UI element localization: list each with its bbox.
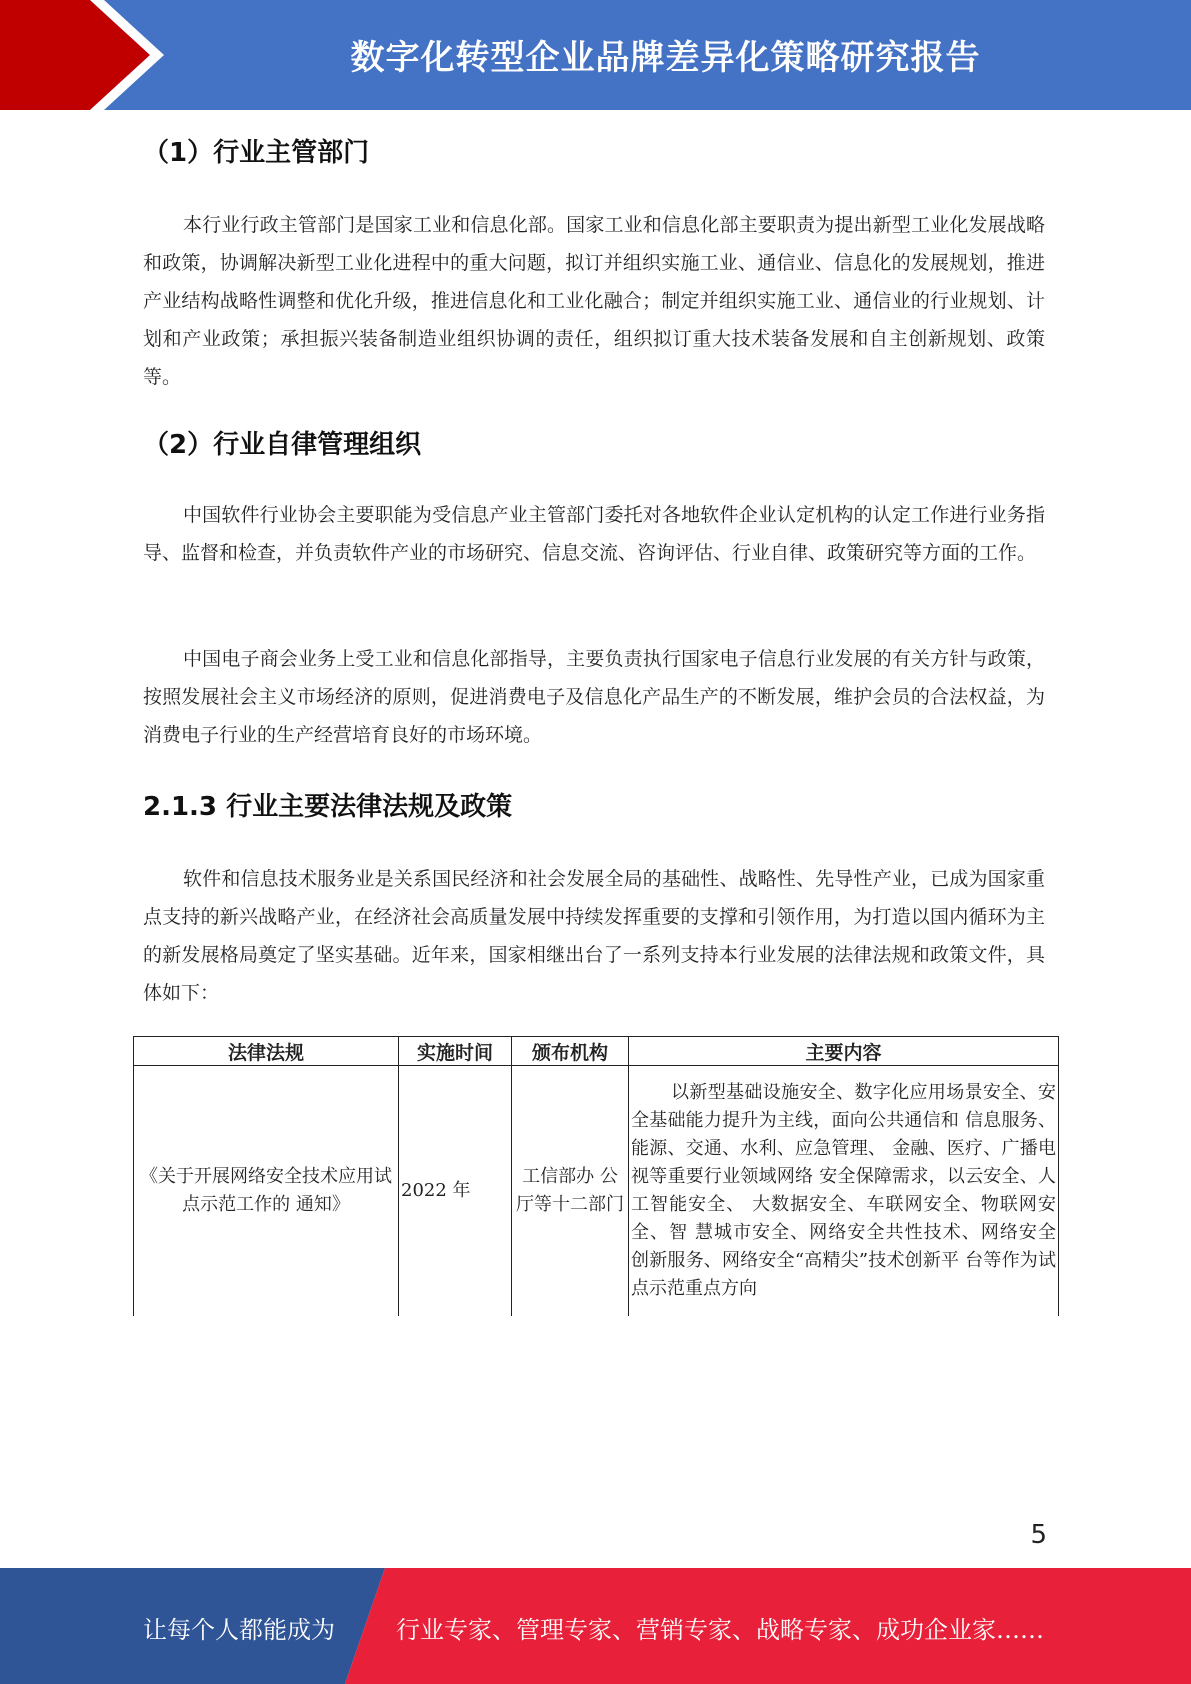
laws-table: [133, 1036, 1059, 1316]
col-header-org: 颁布机构: [512, 1037, 629, 1066]
col-header-time: 实施时间: [399, 1037, 512, 1066]
table-header-row: [134, 1037, 1059, 1066]
paragraph-4: 软件和信息技术服务业是关系国民经济和社会发展全局的基础性、战略性、先导性产业，已成为国家重点支持的新兴战略产业，在经济社会高质量发展中持续发挥重要的支撑和引领作用，为打造以国内循环为主的新发展格局奠定了坚实基础。近年来，国家相继出台了一系列支持本行业发展的法律法规和政策文件，具体如下：: [143, 868, 1045, 1004]
footer-slogan-right: 行业专家、管理专家、营销专家、战略专家、成功企业家……: [396, 1616, 1044, 1644]
paragraph-2: 中国软件行业协会主要职能为受信息产业主管部门委托对各地软件企业认定机构的认定工作进行业务指导、监督和检查，并负责软件产业的市场研究、信息交流、咨询评估、行业自律、政策研究等方面的工作。: [143, 504, 1045, 564]
page-footer: [0, 1568, 1191, 1684]
col-header-content: 主要内容: [629, 1037, 1059, 1066]
table-row: [134, 1066, 1059, 1317]
section-heading-2: （2）行业自律管理组织: [143, 430, 422, 460]
page-header: [0, 0, 1191, 110]
col-header-law: 法律法规: [134, 1037, 399, 1066]
paragraph-1: 本行业行政主管部门是国家工业和信息化部。国家工业和信息化部主要职责为提出新型工业化发展战略和政策，协调解决新型工业化进程中的重大问题，拟订并组织实施工业、通信业、信息化的发展规划，推进产业结构战略性调整和优化升级，推进信息化和工业化融合；制定并组织实施工业、通信业的行业规划、计划和产业政策；承担振兴装备制造业组织协调的责任，组织拟订重大技术装备发展和自主创新规划、政策等。: [143, 214, 1045, 388]
paragraph-3: 中国电子商会业务上受工业和信息化部指导，主要负责执行国家电子信息行业发展的有关方针与政策，按照发展社会主义市场经济的原则，促进消费电子及信息化产品生产的不断发展，维护会员的合法权益，为消费电子行业的生产经营培育良好的市场环境。: [143, 648, 1045, 746]
section-heading-1: （1）行业主管部门: [143, 138, 370, 168]
cell-time: 2022 年: [399, 1066, 512, 1317]
footer-slogan-left: 让每个人都能成为: [143, 1616, 335, 1644]
section-heading-3: 2.1.3 行业主要法律法规及政策: [143, 792, 513, 822]
page-number: 5: [1030, 1520, 1047, 1550]
cell-org: 工信部办 公厅等十二部门: [512, 1066, 629, 1317]
cell-content: 以新型基础设施安全、数字化应用场景安全、安全基础能力提升为主线，面向公共通信和 信息服务、能源、交通、水利、应急管理、 金融、医疗、广播电视等重要行业领域网络 安全保障需求，以云安全、人工智能安全、 大数据安全、车联网安全、物联网安全、智 慧城市安全、网络安全共性技术、网络安全 创新服务、网络安全“高精尖”技术创新平 台等作为试点示范重点方向: [629, 1066, 1059, 1317]
report-title: 数字化转型企业品牌差异化策略研究报告: [350, 38, 981, 78]
cell-law: 《关于开展网络安全技术应用试点示范工作的 通知》: [134, 1066, 399, 1317]
